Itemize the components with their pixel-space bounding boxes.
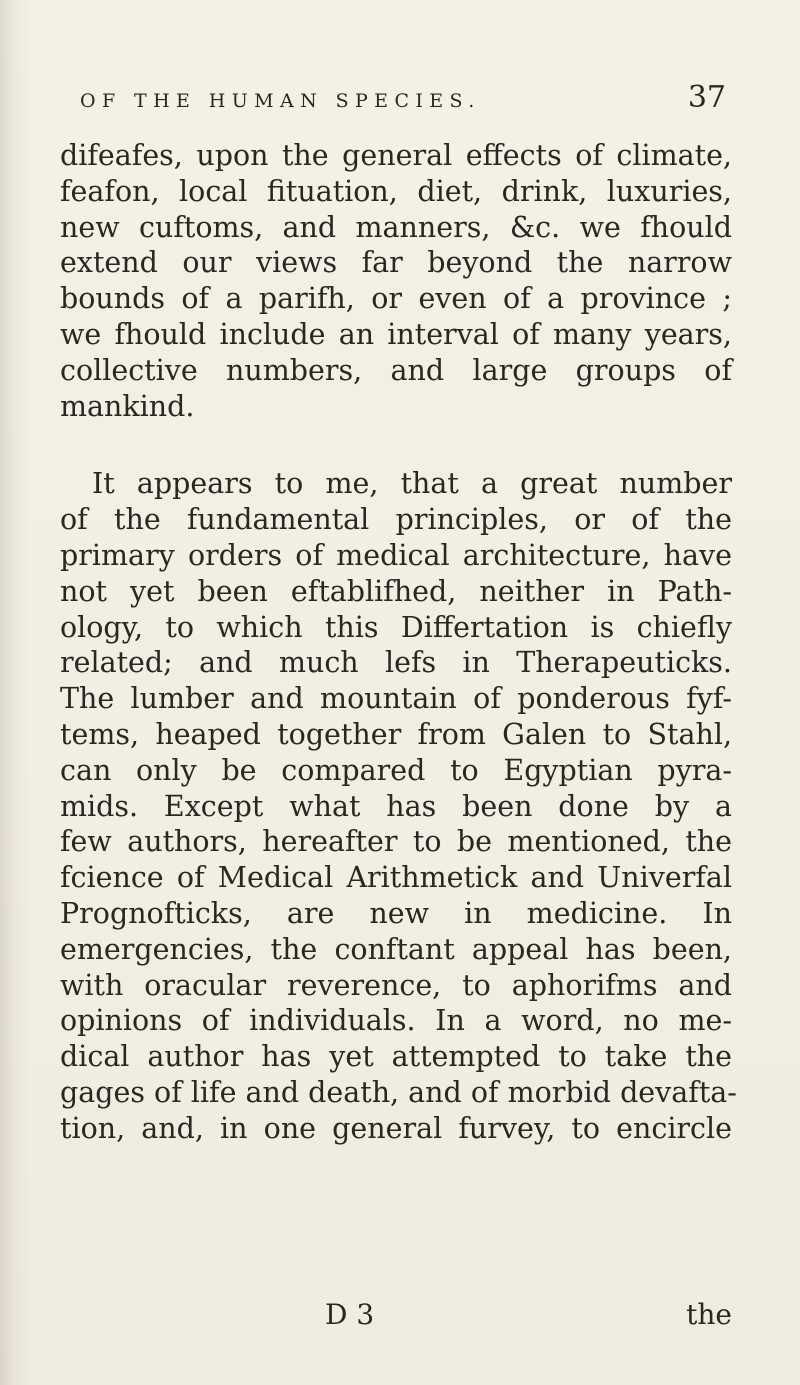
text-line: related; and much lefs in Therapeuticks. [60,646,732,680]
text-line: extend our views far beyond the narrow [60,246,732,280]
running-head [68,80,728,120]
text-line: few authors, hereafter to be mentioned, the [60,825,732,859]
text-line: opinions of individuals. In a word, no me- [60,1004,732,1038]
catchword: the [686,1298,732,1331]
text-line: of the fundamental principles, or of the [60,503,732,537]
text-line: gages of life and death, and of morbid devafta- [60,1075,737,1109]
text-line: can only be compared to Egyptian pyra- [60,753,732,787]
text-line: collective numbers, and large groups of [60,353,732,387]
text-line: fcience of Medical Arithmetick and Univerfal [60,861,732,895]
text-line: new cuftoms, and manners, &c. we fhould [60,210,732,244]
text-line: emergencies, the conftant appeal has been, [60,932,732,966]
running-title: OF THE HUMAN SPECIES. [80,90,481,112]
text-line: difeafes, upon the general effects of climate, [60,139,732,172]
text-line: feafon, local fituation, diet, drink, luxuries, [60,174,732,208]
text-line: not yet been eftablifhed, neither in Path- [60,574,732,608]
text-line: mids. Except what has been done by a [60,789,732,823]
page-number: 37 [687,80,726,115]
text-line: we fhould include an interval of many years, [60,317,732,351]
paragraph-gap [60,424,732,466]
text-line: Prognofticks, are new in medicine. In [60,896,732,930]
text-line: with oracular reverence, to aphorifms and [60,968,732,1002]
text-line: bounds of a parifh, or even of a province ; [60,282,732,316]
text-line: mankind. [60,389,195,423]
body-text [60,138,737,1147]
text-line: tems, heaped together from Galen to Stahl, [60,717,732,751]
text-line: ology, to which this Differtation is chiefly [60,610,732,644]
signature-mark: D 3 [325,1298,375,1331]
page-footer [60,1298,732,1338]
text-line: tion, and, in one general furvey, to encircle [60,1111,732,1145]
text-line: The lumber and mountain of ponderous fyf- [60,682,732,716]
paragraph-1 [60,138,732,424]
text-line: primary orders of medical architecture, have [60,538,732,572]
text-line: It appears to me, that a great number [92,467,732,501]
text-line: dical author has yet attempted to take the [60,1040,732,1074]
paragraph-2 [60,466,737,1146]
